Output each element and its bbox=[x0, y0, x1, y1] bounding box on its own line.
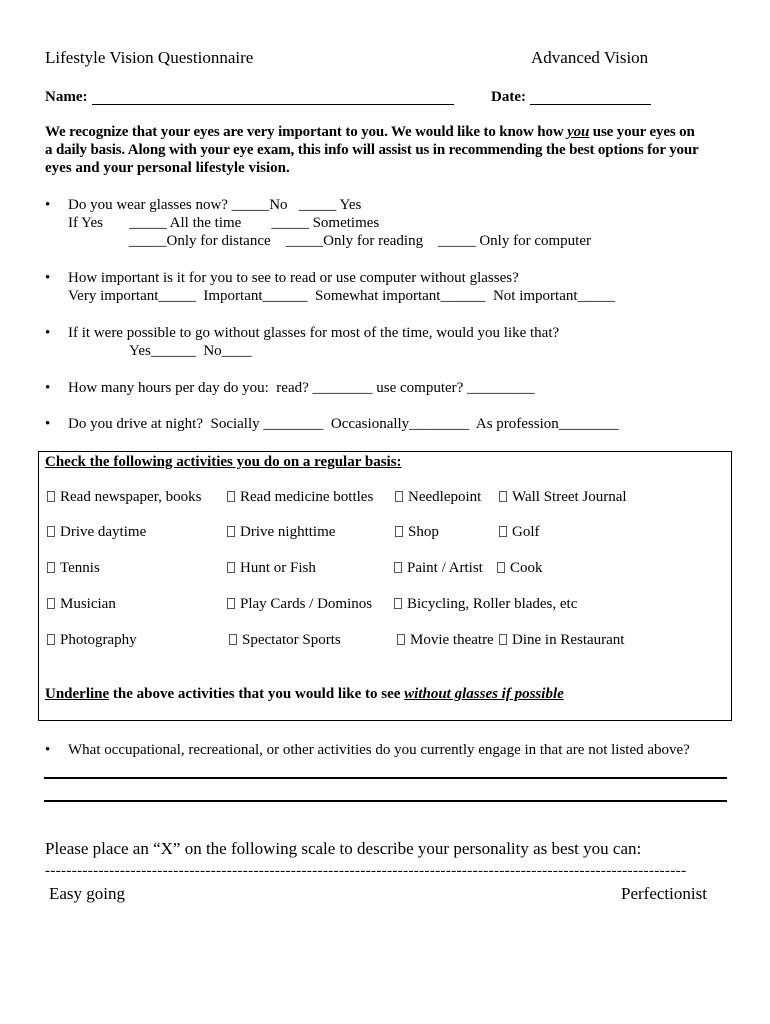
activity-label: Cook bbox=[510, 560, 543, 576]
intro-line-3: eyes and your personal lifestyle vision. bbox=[45, 160, 290, 176]
q4-line-1[interactable]: How many hours per day do you: read? ________ use computer? _________ bbox=[68, 380, 535, 396]
company-name: Advanced Vision bbox=[531, 48, 649, 67]
activity-label: Spectator Sports bbox=[242, 632, 341, 648]
checkbox-icon[interactable] bbox=[499, 491, 507, 502]
activities-footer bbox=[45, 686, 564, 703]
activity-label: Drive nighttime bbox=[240, 524, 336, 540]
activity-label: Play Cards / Dominos bbox=[240, 596, 373, 612]
activity-checkbox[interactable] bbox=[394, 596, 577, 613]
footer-emphasis: without glasses if possible bbox=[404, 686, 564, 702]
intro-line-2: a daily basis. Along with your eye exam, this info will assist us in recommending the best options for your bbox=[45, 142, 699, 158]
activity-label: Tennis bbox=[60, 560, 100, 576]
checkbox-icon[interactable] bbox=[47, 634, 55, 645]
activity-checkbox[interactable] bbox=[47, 524, 146, 541]
q3-line-1: If it were possible to go without glasses for most of the time, would you like that? bbox=[68, 325, 560, 341]
activity-checkbox[interactable] bbox=[227, 560, 316, 577]
bullet-icon: • bbox=[45, 742, 51, 758]
activity-checkbox[interactable] bbox=[499, 489, 627, 506]
activity-checkbox[interactable] bbox=[397, 632, 494, 649]
activity-label: Movie theatre bbox=[410, 632, 494, 648]
activity-label: Wall Street Journal bbox=[512, 489, 627, 505]
activity-checkbox[interactable] bbox=[227, 489, 373, 506]
bullet-icon: • bbox=[45, 270, 51, 286]
checkbox-icon[interactable] bbox=[499, 526, 507, 537]
scale-prompt: Please place an “X” on the following scale to describe your personality as best you can: bbox=[45, 839, 642, 858]
checkbox-icon[interactable] bbox=[47, 491, 55, 502]
checkbox-icon[interactable] bbox=[497, 562, 505, 573]
checkbox-icon[interactable] bbox=[227, 562, 235, 573]
checkbox-icon[interactable] bbox=[395, 491, 403, 502]
activity-label: Dine in Restaurant bbox=[512, 632, 625, 648]
name-field[interactable] bbox=[92, 104, 454, 105]
activity-label: Photography bbox=[60, 632, 137, 648]
intro-text-start: We recognize that your eyes are very important to you. We would like to know how bbox=[45, 124, 568, 140]
activity-label: Needlepoint bbox=[408, 489, 482, 505]
name-label: Name: bbox=[45, 89, 88, 105]
intro-emphasis: you bbox=[567, 124, 590, 140]
activity-label: Golf bbox=[512, 524, 540, 540]
checkbox-icon[interactable] bbox=[229, 634, 237, 645]
q1-line-2[interactable]: If Yes _____ All the time _____ Sometimes bbox=[68, 215, 380, 231]
checkbox-icon[interactable] bbox=[395, 526, 403, 537]
activity-checkbox[interactable] bbox=[227, 524, 335, 541]
footer-underline-word: Underline bbox=[45, 686, 110, 702]
checkbox-icon[interactable] bbox=[227, 526, 235, 537]
activity-checkbox[interactable] bbox=[499, 524, 540, 541]
activity-label: Read medicine bottles bbox=[240, 489, 374, 505]
bullet-icon: • bbox=[45, 197, 51, 213]
bullet-icon: • bbox=[45, 416, 51, 432]
activity-checkbox[interactable] bbox=[229, 632, 341, 649]
activities-heading: Check the following activities you do on a regular basis: bbox=[45, 454, 402, 470]
date-label: Date: bbox=[491, 89, 526, 105]
other-activities-line-1[interactable] bbox=[44, 777, 727, 779]
checkbox-icon[interactable] bbox=[227, 491, 235, 502]
checkbox-icon[interactable] bbox=[227, 598, 235, 609]
footer-text: the above activities that you would like to see bbox=[109, 686, 405, 702]
activity-checkbox[interactable] bbox=[47, 596, 116, 613]
activity-checkbox[interactable] bbox=[47, 632, 137, 649]
checkbox-icon[interactable] bbox=[394, 598, 402, 609]
checkbox-icon[interactable] bbox=[47, 526, 55, 537]
checkbox-icon[interactable] bbox=[394, 562, 402, 573]
other-activities-question: What occupational, recreational, or other activities do you currently engage in that are not listed above? bbox=[68, 742, 690, 758]
activity-label: Hunt or Fish bbox=[240, 560, 316, 576]
checkbox-icon[interactable] bbox=[499, 634, 507, 645]
q1-line-1[interactable]: Do you wear glasses now? _____No _____ Yes bbox=[68, 197, 362, 213]
activity-label: Drive daytime bbox=[60, 524, 147, 540]
activity-label: Shop bbox=[408, 524, 439, 540]
checkbox-icon[interactable] bbox=[47, 598, 55, 609]
other-activities-line-2[interactable] bbox=[44, 800, 727, 802]
checkbox-icon[interactable] bbox=[397, 634, 405, 645]
bullet-icon: • bbox=[45, 325, 51, 341]
scale-right-label: Perfectionist bbox=[621, 884, 707, 903]
q3-line-2[interactable]: Yes______ No____ bbox=[129, 343, 252, 359]
activity-checkbox[interactable] bbox=[395, 489, 481, 506]
activity-label: Bicycling, Roller blades, etc bbox=[407, 596, 578, 612]
checkbox-icon[interactable] bbox=[47, 562, 55, 573]
activity-checkbox[interactable] bbox=[227, 596, 372, 613]
activity-checkbox[interactable] bbox=[394, 560, 483, 577]
activity-checkbox[interactable] bbox=[47, 560, 100, 577]
scale-line[interactable]: ------------------------------------------------------------------------------------------------------------------------ bbox=[45, 863, 687, 879]
q1-line-3[interactable]: _____Only for distance _____Only for reading _____ Only for computer bbox=[129, 233, 591, 249]
q2-line-2[interactable]: Very important_____ Important______ Somewhat important______ Not important_____ bbox=[68, 288, 616, 304]
intro-line-1 bbox=[45, 124, 695, 141]
activity-checkbox[interactable] bbox=[395, 524, 439, 541]
q5-line-1[interactable]: Do you drive at night? Socially ________ Occasionally________ As profession________ bbox=[68, 416, 619, 432]
intro-text-end: use your eyes on bbox=[589, 124, 695, 140]
activity-label: Musician bbox=[60, 596, 116, 612]
activity-label: Paint / Artist bbox=[407, 560, 483, 576]
activity-label: Read newspaper, books bbox=[60, 489, 202, 505]
scale-left-label: Easy going bbox=[49, 884, 126, 903]
activity-checkbox[interactable] bbox=[497, 560, 543, 577]
activity-checkbox[interactable] bbox=[499, 632, 624, 649]
activity-checkbox[interactable] bbox=[47, 489, 201, 506]
form-title: Lifestyle Vision Questionnaire bbox=[45, 48, 254, 67]
date-field[interactable] bbox=[530, 104, 651, 105]
q2-line-1: How important is it for you to see to read or use computer without glasses? bbox=[68, 270, 519, 286]
bullet-icon: • bbox=[45, 380, 51, 396]
